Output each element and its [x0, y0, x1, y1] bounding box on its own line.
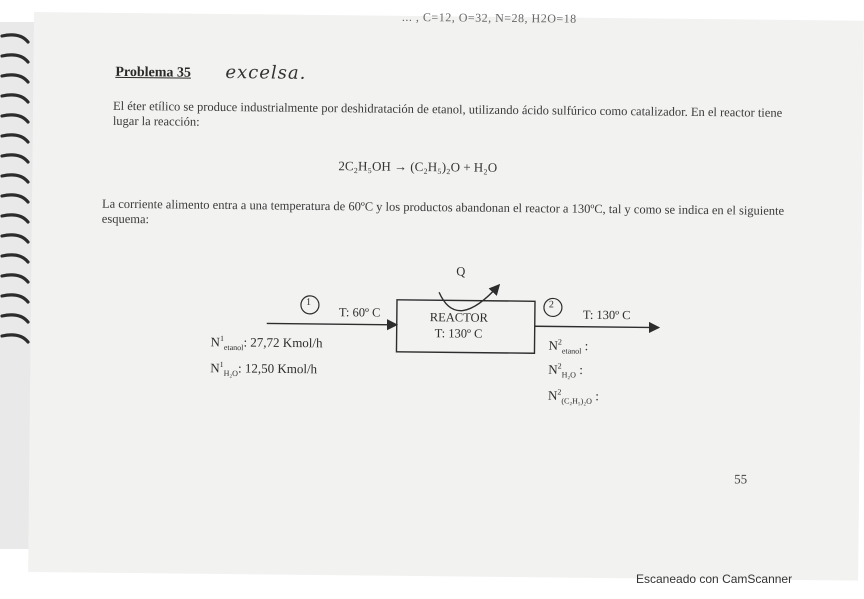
- reactor-temperature: T: 130º C: [434, 326, 483, 341]
- stream2-number: 2: [548, 299, 555, 311]
- reactor-label: REACTOR: [429, 310, 489, 325]
- conditions-statement: La corriente alimento entra a una temperatura de 60ºC y los productos abandonan el reactor a 130ºC, tal y como se indica en el siguiente esquema:: [101, 196, 785, 227]
- outlet-stream-line: [535, 326, 659, 327]
- header-fragment: ... , C=12, O=32, N=28, H2O=18: [401, 9, 577, 26]
- inlet-stream-line: [267, 323, 397, 324]
- stream2-temperature: T: 130º C: [582, 307, 631, 323]
- stream1-number: 1: [305, 296, 312, 308]
- process-diagram: [28, 9, 864, 581]
- document-page: [28, 9, 864, 581]
- inlet-ethanol-flow: $N^1_{etanol}$: 27,72 Kmol/h: [210, 333, 323, 353]
- outlet-water-flow: $N^2_{H_2O}$ :: [548, 361, 583, 380]
- outlet-ether-flow: $N^2_{(C_2H_5)_2O}$ :: [547, 387, 599, 406]
- page-number: 55: [734, 471, 748, 487]
- scanner-watermark: Escaneado con CamScanner: [636, 572, 793, 586]
- inlet-water-flow: $N^1_{H_2O}$: 12,50 Kmol/h: [210, 359, 318, 379]
- outlet-ethanol-flow: $N^2_{etanol}$ :: [548, 337, 589, 356]
- reaction-equation: 2C₂H₅OH → (C₂H₅)₂O + H₂O: [338, 158, 498, 175]
- heat-label: Q: [456, 264, 466, 279]
- stream1-temperature: T: 60º C: [338, 305, 381, 320]
- scanned-photo: [0, 9, 848, 549]
- heat-arrow: [439, 284, 499, 311]
- problem-title: Problema 35: [115, 64, 192, 81]
- handwritten-note: excelsa.: [225, 62, 307, 84]
- problem-statement: El éter etílico se produce industrialmente por deshidratación de etanol, utilizando ácido sulfúrico como catalizador. En el reactor tiene lugar la reacción:: [112, 98, 783, 129]
